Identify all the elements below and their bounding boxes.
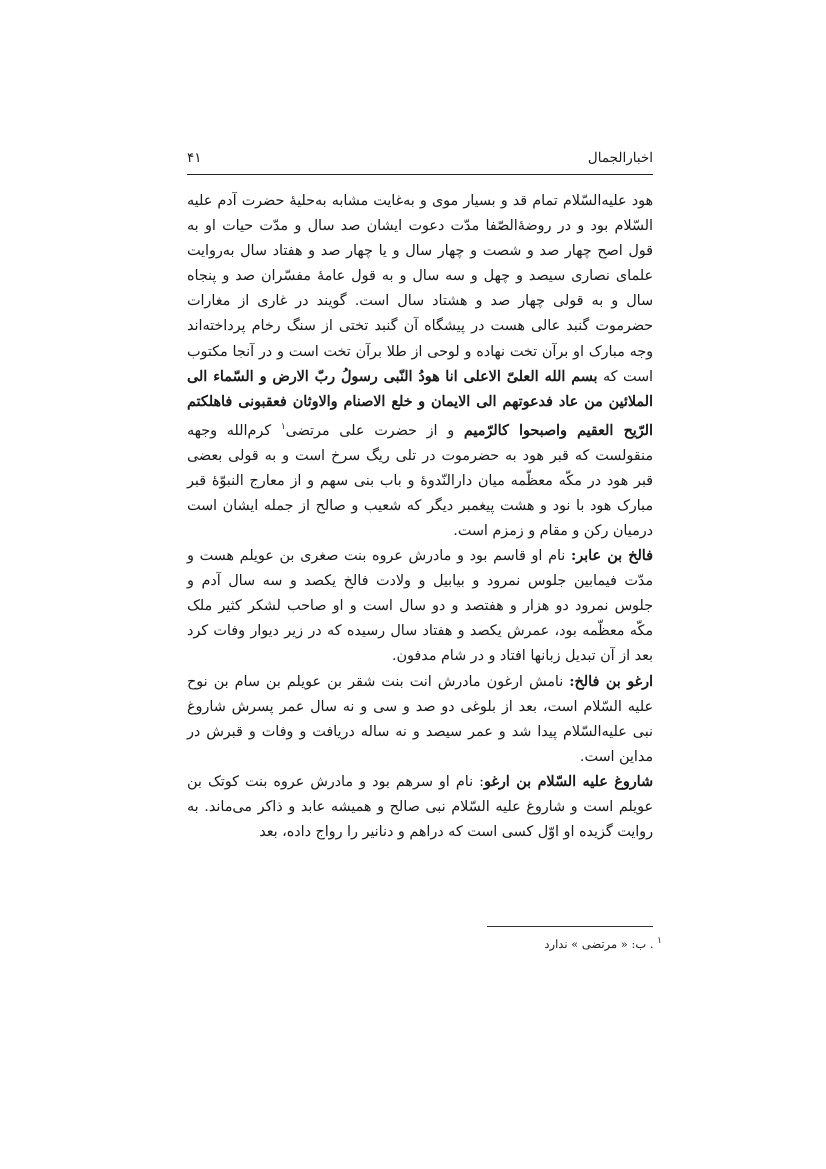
entry-heading: فالخ بن عابر:	[571, 548, 653, 565]
text-line: چهار صد و شصت و چهار سال و یا چهار صد و هفتاد سال به‌روایت علمای نصاری	[187, 243, 653, 285]
text-line: سهم و از معارج النبوّۀ قبر مبارک هود با نود و هشت پیغمبر دیگر که شعیب و	[187, 472, 654, 514]
entry-heading: ارغو بن فالخ:	[569, 673, 653, 690]
entry-text: : نام او سرهم بود و مادرش عروه بنت کوتک بن عویلم است و شاروغ علیه السّلام نبی صالح و همیشه عابد و ذاکر می‌ماند. به روایت گزیده او اوّل کسی است که دراهم و دنانیر را رواج داده، بعد	[187, 773, 653, 841]
footnote	[400, 933, 662, 952]
footnote-rule	[487, 926, 653, 927]
header-rule	[187, 174, 653, 175]
paragraph-hud	[187, 189, 653, 544]
text-line: پیشگاه آن گنبد تختی از سنگ رخام پرداخته‌اند وجه مبارک او برآن تخت نهاده و	[187, 318, 654, 360]
paragraph-falekh	[187, 544, 653, 669]
text-line: سیصد و چهل و سه سال و به قول عامۀ مفسّران صد و پنجاه سال و به قولی چهار	[187, 268, 653, 310]
text-line: سرخ است و به قولی بعضی قبر هود در مکّه معظّمه میان دارالنّدوۀ و باب بنی	[187, 447, 653, 489]
text-run: علی مرتضی	[285, 422, 365, 439]
text-line: صالح از جمله ایشان است درمیان رکن و مقام و زمزم است.	[187, 497, 653, 539]
paragraph-arghu	[187, 670, 653, 770]
text-line: هود علیه‌السّلام تمام قد و بسیار موی و به‌غایت مشابه به‌حلیۀ حضرت آدم علیه السّلام	[187, 193, 654, 235]
page-number: ۴۱	[187, 150, 202, 166]
text-run: کرم‌الله وجهه منقولست که قبر هود به حضرموت در تلی ریگ	[187, 422, 653, 464]
footnote-number: ۱	[657, 936, 662, 946]
footnote-text: . ب: « مرتضی » ندارد	[544, 936, 654, 951]
text-line: لوحی از طلا برآن تخت است و در آنجا مکتوب است که	[187, 343, 653, 385]
entry-text: نامش ارغون مادرش انت بنت شقر بن عویلم بن سام بن نوح علیه السّلام است، بعد از بلوغی دو صد و سی و نه سال عمر پسرش شاروغ نبی علیه‌السّلام پیدا شد و عمر سیصد و نه ساله دریافت و وفات و قبرش در مداین است.	[187, 673, 653, 765]
text-run: و از حضرت	[374, 422, 464, 439]
entry-text: نام او قاسم بود و مادرش عروه بنت صغری بن عویلم هست و مدّت فیمابین جلوس نمرود و بیابیل و ولادت فالخ یکصد و سه سال آدم و جلوس نمرود دو هزار و هفتصد و دو سال است و او صاحب لشکر کثیر ملک مکّه معظّمه بود، عمرش یکصد و هفتاد سال رسیده که در زیر دیوار وفات کرد بعد از آن تبدیل زبانها افتاد و در شام مدفون.	[187, 548, 653, 665]
paragraph-sharugh	[187, 770, 653, 845]
running-header	[187, 150, 653, 170]
quoted-inscription: هودُ النّبی رسولُ ربّ الارض و السّماء الی الملائین من عاد فدعوتهم الی الایمان و	[187, 368, 653, 410]
entry-heading: شاروغ علیه السّلام بن ارغو	[483, 773, 653, 790]
running-title: اخبارالجمال	[587, 150, 653, 166]
text-line: بود و در روضۀالصّفا مدّت دعوت ایشان صد سال و مدّت حیات او به قول اصح	[187, 218, 654, 260]
quoted-inscription: بسم الله العلیّ الاعلی انا	[445, 368, 598, 385]
footnote-marker[interactable]: ۱	[280, 421, 286, 432]
main-text	[187, 189, 653, 845]
quoted-inscription: خلع الاصنام والاوثان فعقبونی فاهلکتم الرّیح العقیم واصبحوا کالرّمیم	[187, 393, 654, 439]
text-line: صد و هشتاد سال است. گویند در غاری از مغارات حضرموت گنبد عالی هست در	[187, 293, 653, 335]
